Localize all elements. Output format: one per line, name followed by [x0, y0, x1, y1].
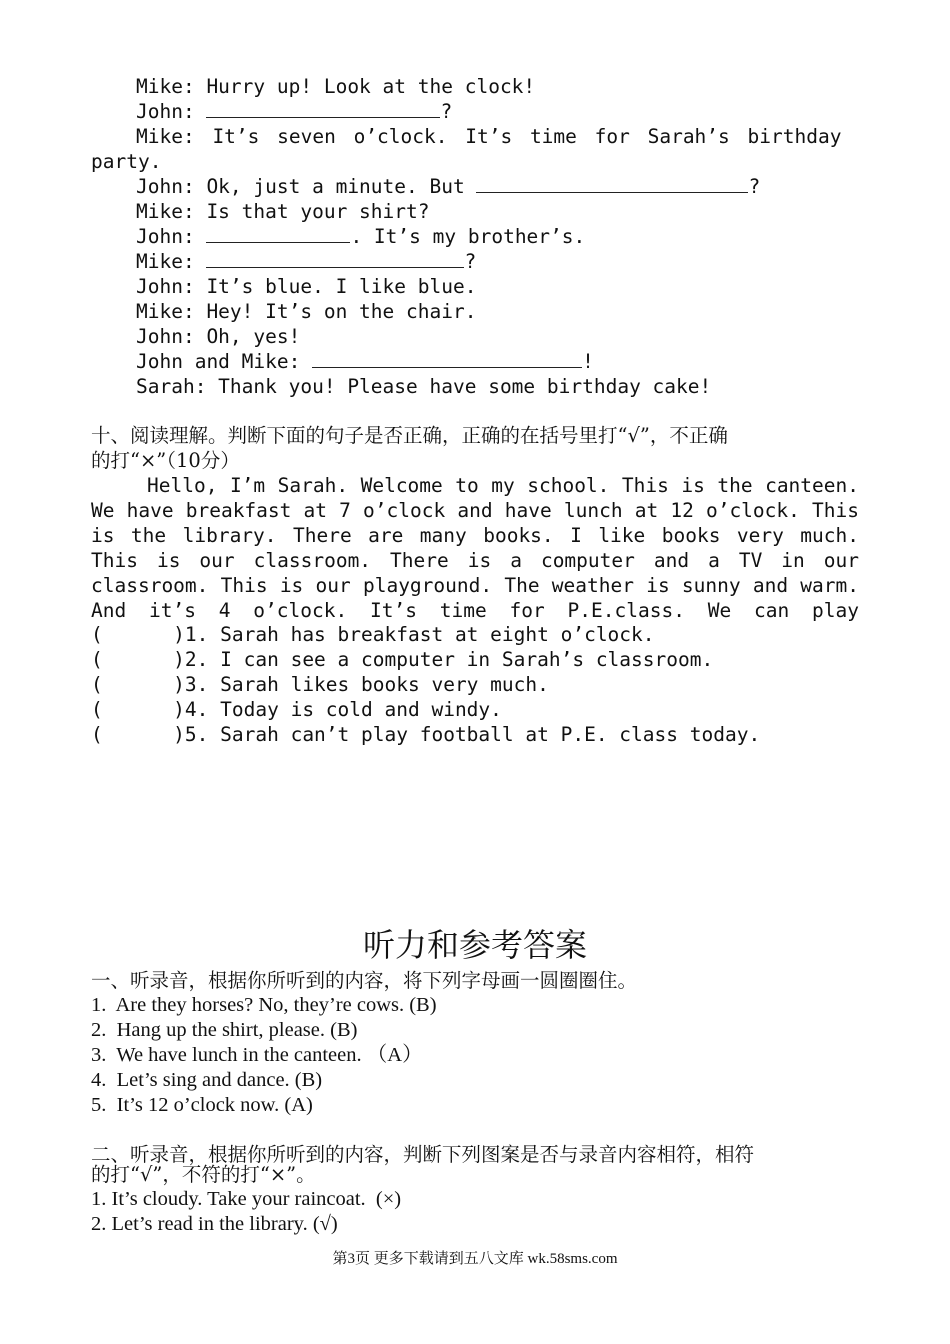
answer-blank — [312, 349, 582, 368]
answers-title: 听力和参考答案 — [362, 926, 587, 964]
answer-blank — [476, 174, 748, 193]
answer-item: 1. It’s cloudy. Take your raincoat. (×) — [91, 1188, 402, 1210]
page-footer: 第3页 更多下载请到五八文库 wk.58sms.com — [332, 1251, 618, 1267]
answer-item: 3. We have lunch in the canteen. （A） — [91, 1044, 423, 1066]
dialogue-line: Sarah: Thank you! Please have some birthday cake! — [136, 375, 712, 398]
judgment-item: ( )5. Sarah can’t play football at P.E. class today. — [91, 723, 761, 746]
answer-blank — [206, 249, 464, 268]
answer-item: 2. Let’s read in the library. (√) — [91, 1213, 338, 1235]
answer-item: 4. Let’s sing and dance. (B) — [91, 1069, 323, 1091]
section-heading: 二、听录音，根据你所听到的内容，判断下列图案是否与录音内容相符，相符 — [91, 1143, 755, 1166]
section-heading: 的打“√”，不符的打“×”。 — [91, 1163, 316, 1186]
judgment-item: ( )1. Sarah has breakfast at eight o’clock. — [91, 623, 655, 646]
dialogue-line: John: . It’s my brother’s. — [136, 225, 586, 248]
answer-item: 1. Are they horses? No, they’re cows. (B) — [91, 994, 437, 1016]
dialogue-line: Mike: ? — [136, 250, 477, 273]
dialogue-line: John: It’s blue. I like blue. — [136, 275, 477, 298]
dialogue-line: Mike: Hurry up! Look at the clock! — [136, 75, 536, 98]
answer-blank — [206, 224, 350, 243]
dialogue-line: John: Ok, just a minute. But ? — [136, 175, 761, 198]
dialogue-line: John: Oh, yes! — [136, 325, 301, 348]
dialogue-line: John and Mike: ! — [136, 350, 594, 373]
answer-blank — [206, 99, 440, 118]
answer-item: 5. It’s 12 o’clock now. (A) — [91, 1094, 313, 1116]
judgment-item: ( )4. Today is cold and windy. — [91, 698, 502, 721]
section-heading: 一、听录音，根据你所听到的内容，将下列字母画一圆圈圈住。 — [91, 969, 638, 992]
dialogue-line: party. — [91, 150, 162, 173]
dialogue-line: John: ? — [136, 100, 453, 123]
answer-item: 2. Hang up the shirt, please. (B) — [91, 1019, 358, 1041]
dialogue-line: Mike: Is that your shirt? — [136, 200, 430, 223]
judgment-item: ( )2. I can see a computer in Sarah’s classroom. — [91, 648, 714, 671]
dialogue-line: Mike: Hey! It’s on the chair. — [136, 300, 477, 323]
section-heading: 的打“×”（10分） — [91, 449, 240, 472]
reading-passage: Hello, I’m Sarah. Welcome to my school. This is the canteen. We have breakfast at 7 o’clock and have lunch at 12 o’clock. This is the library. There are many books. I like books very much. This is our classroom. There is a computer and a TV in our classroom. This is our playground. The weather is sunny and warm. And it’s 4 o’clock. It’s time for P.E.class. We can play — [91, 474, 859, 622]
judgment-item: ( )3. Sarah likes books very much. — [91, 673, 549, 696]
dialogue-line: Mike: It’s seven o’clock. It’s time for Sarah’s birthday — [136, 125, 842, 148]
section-heading: 十、阅读理解。判断下面的句子是否正确，正确的在括号里打“√”，不正确 — [91, 424, 728, 447]
